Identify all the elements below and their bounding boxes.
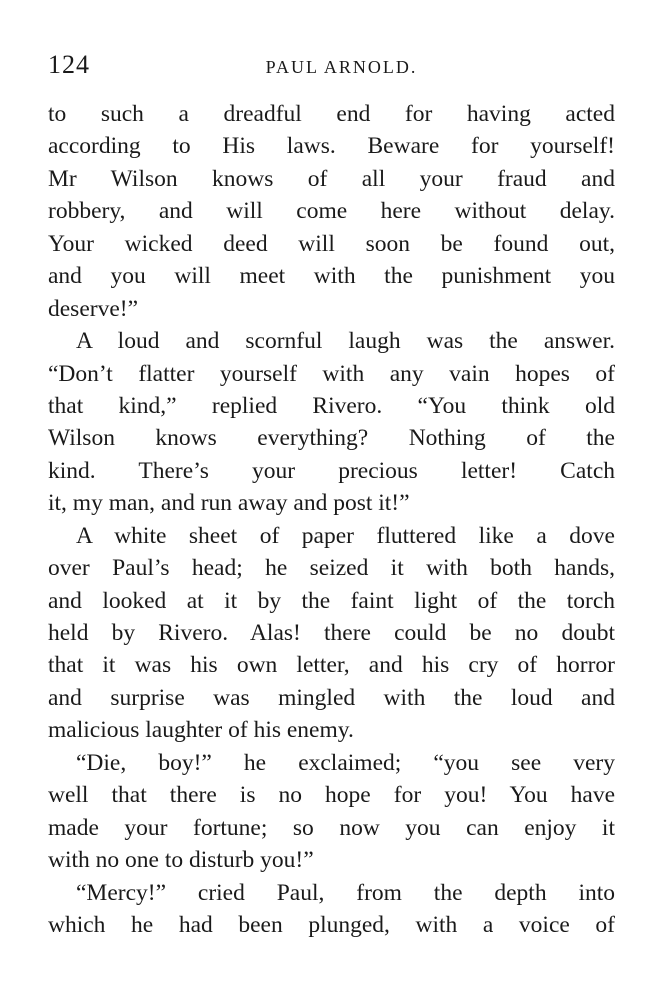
text-line: according to His laws. Beware for yourself! [48,133,615,160]
text-line: and looked at it by the faint light of the torch [48,587,615,614]
body-text [48,98,615,941]
text-line: A loud and scornful laugh was the answer. [76,328,615,355]
text-line: which he had been plunged, with a voice of [48,911,615,938]
text-line: A white sheet of paper fluttered like a dove [76,522,615,549]
text-line: malicious laughter of his enemy. [48,717,354,744]
text-line: to such a dreadful end for having acted [48,101,615,127]
text-line: that it was his own letter, and his cry of horror [48,652,615,679]
text-line: “Don’t flatter yourself with any vain hopes of [48,360,615,387]
text-line: well that there is no hope for you! You have [48,782,615,809]
text-line: it, my man, and run away and post it!” [48,490,410,517]
text-line: Your wicked deed will soon be found out, [48,230,615,257]
text-line: held by Rivero. Alas! there could be no doubt [48,620,615,646]
text-line: and you will meet with the punishment you [48,263,615,290]
running-title: PAUL ARNOLD. [265,57,418,77]
page-header [48,48,615,82]
text-line: kind. There’s your precious letter! Catch [48,457,615,484]
text-line: Wilson knows everything? Nothing of the [48,425,615,452]
text-line: “Die, boy!” he exclaimed; “you see very [76,749,615,776]
text-line: deserve!” [48,295,139,322]
text-line: over Paul’s head; he seized it with both hands, [48,555,615,582]
page-number: 124 [48,50,90,79]
text-line: with no one to disturb you!” [48,847,314,874]
text-line: “Mercy!” cried Paul, from the depth into [76,879,615,906]
text-line: and surprise was mingled with the loud and [48,684,615,711]
text-line: Mr Wilson knows of all your fraud and [48,165,615,192]
text-line: robbery, and will come here without delay. [48,198,615,225]
text-line: that kind,” replied Rivero. “You think old [48,392,615,419]
text-line: made your fortune; so now you can enjoy it [48,814,615,841]
